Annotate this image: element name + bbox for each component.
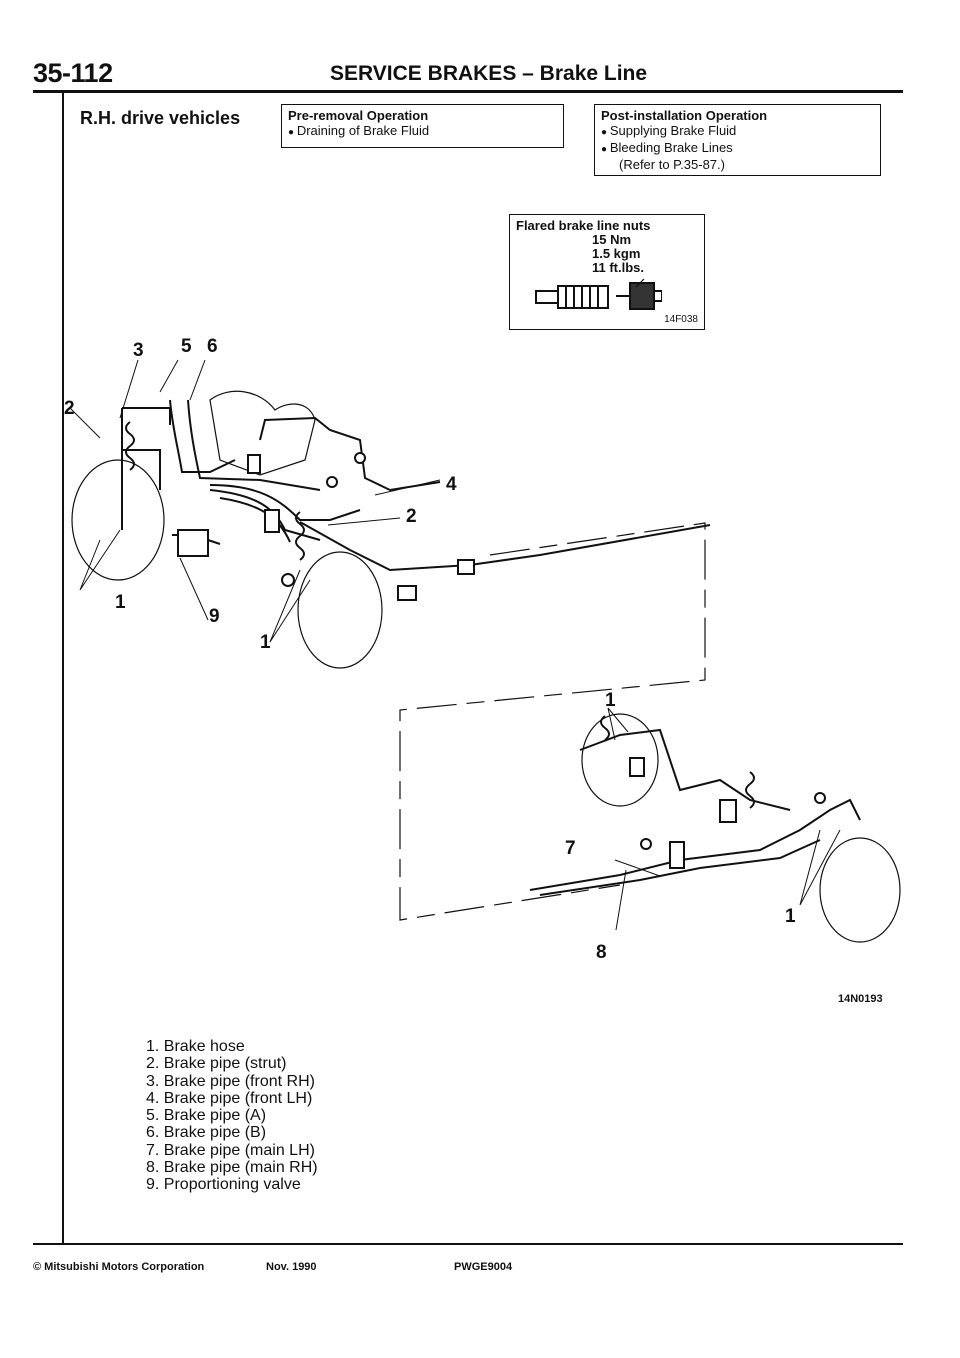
rear-brake-hose bbox=[601, 716, 609, 740]
footer-divider bbox=[33, 1243, 903, 1245]
rear-right-wheel-outline bbox=[820, 838, 900, 942]
rear-pipe-upper bbox=[580, 730, 790, 810]
proportioning-valve bbox=[178, 530, 208, 556]
brake-pipe-front-rh bbox=[122, 408, 170, 530]
post-installation-note: (Refer to P.35-87.) bbox=[619, 157, 725, 172]
callout-6: 6 bbox=[207, 336, 218, 357]
torque-value-nm: 15 Nm bbox=[592, 232, 632, 247]
legend-item: 2. Brake pipe (strut) bbox=[146, 1055, 287, 1073]
pre-removal-title: Pre-removal Operation bbox=[288, 108, 429, 123]
callout-8: 8 bbox=[596, 942, 607, 963]
brake-pipe-a bbox=[170, 400, 235, 472]
post-installation-item: ● Bleeding Brake Lines bbox=[601, 140, 874, 157]
post-installation-item: ● Supplying Brake Fluid bbox=[601, 123, 874, 140]
front-wheel-outline bbox=[72, 460, 164, 580]
torque-spec-title: Flared brake line nuts bbox=[516, 218, 651, 233]
pre-removal-box bbox=[281, 104, 564, 148]
brake-line-diagram bbox=[60, 330, 920, 970]
torque-spec-code: 14F038 bbox=[664, 314, 698, 325]
leader-lines bbox=[70, 360, 840, 930]
front-right-wheel-outline bbox=[298, 552, 382, 668]
brake-pipe-front-lh bbox=[260, 418, 440, 490]
post-installation-box bbox=[594, 104, 881, 176]
legend-item: 1. Brake hose bbox=[146, 1038, 245, 1055]
post-installation-title: Post-installation Operation bbox=[601, 108, 768, 123]
callout-1: 1 bbox=[785, 906, 796, 927]
callout-7: 7 bbox=[565, 838, 576, 859]
callout-1: 1 bbox=[260, 632, 271, 653]
brake-pipe-b bbox=[188, 400, 320, 490]
brake-pipe-strut bbox=[210, 485, 360, 520]
torque-spec-box bbox=[509, 214, 705, 330]
callout-9: 9 bbox=[209, 606, 220, 627]
figure-code: 14N0193 bbox=[838, 993, 883, 1005]
page-title: SERVICE BRAKES – Brake Line bbox=[330, 62, 648, 85]
torque-value-kgm: 1.5 kgm bbox=[592, 246, 641, 261]
callout-2: 2 bbox=[64, 398, 75, 419]
legend-item: 7. Brake pipe (main LH) bbox=[146, 1141, 315, 1159]
flare-nut-icon bbox=[532, 279, 662, 313]
footer-copyright: © Mitsubishi Motors Corporation bbox=[33, 1261, 205, 1273]
pre-removal-item: ● Draining of Brake Fluid bbox=[288, 123, 557, 140]
legend-item: 5. Brake pipe (A) bbox=[146, 1107, 267, 1125]
callout-2: 2 bbox=[406, 506, 417, 527]
callout-3: 3 bbox=[133, 340, 144, 361]
footer-code: PWGE9004 bbox=[454, 1261, 513, 1273]
callout-1: 1 bbox=[115, 592, 126, 613]
rear-left-wheel-outline bbox=[582, 714, 658, 806]
legend-item: 6. Brake pipe (B) bbox=[146, 1124, 267, 1142]
torque-value-ftlbs: 11 ft.lbs. bbox=[592, 260, 645, 275]
callout-4: 4 bbox=[446, 474, 457, 495]
brake-hose-front-left bbox=[126, 422, 134, 470]
legend-item: 9. Proportioning valve bbox=[146, 1176, 301, 1194]
assembly-link-dashed bbox=[400, 523, 705, 920]
page-number: 35-112 bbox=[33, 58, 113, 88]
callout-1: 1 bbox=[605, 690, 616, 711]
parts-legend bbox=[146, 1038, 318, 1194]
legend-item: 8. Brake pipe (main RH) bbox=[146, 1159, 318, 1177]
legend-item: 3. Brake pipe (front RH) bbox=[146, 1072, 315, 1090]
header-divider bbox=[33, 90, 903, 93]
footer-date: Nov. 1990 bbox=[266, 1261, 317, 1273]
section-label: R.H. drive vehicles bbox=[80, 108, 241, 128]
legend-item: 4. Brake pipe (front LH) bbox=[146, 1089, 313, 1107]
brake-pipe-main bbox=[300, 522, 710, 570]
callout-5: 5 bbox=[181, 336, 192, 357]
